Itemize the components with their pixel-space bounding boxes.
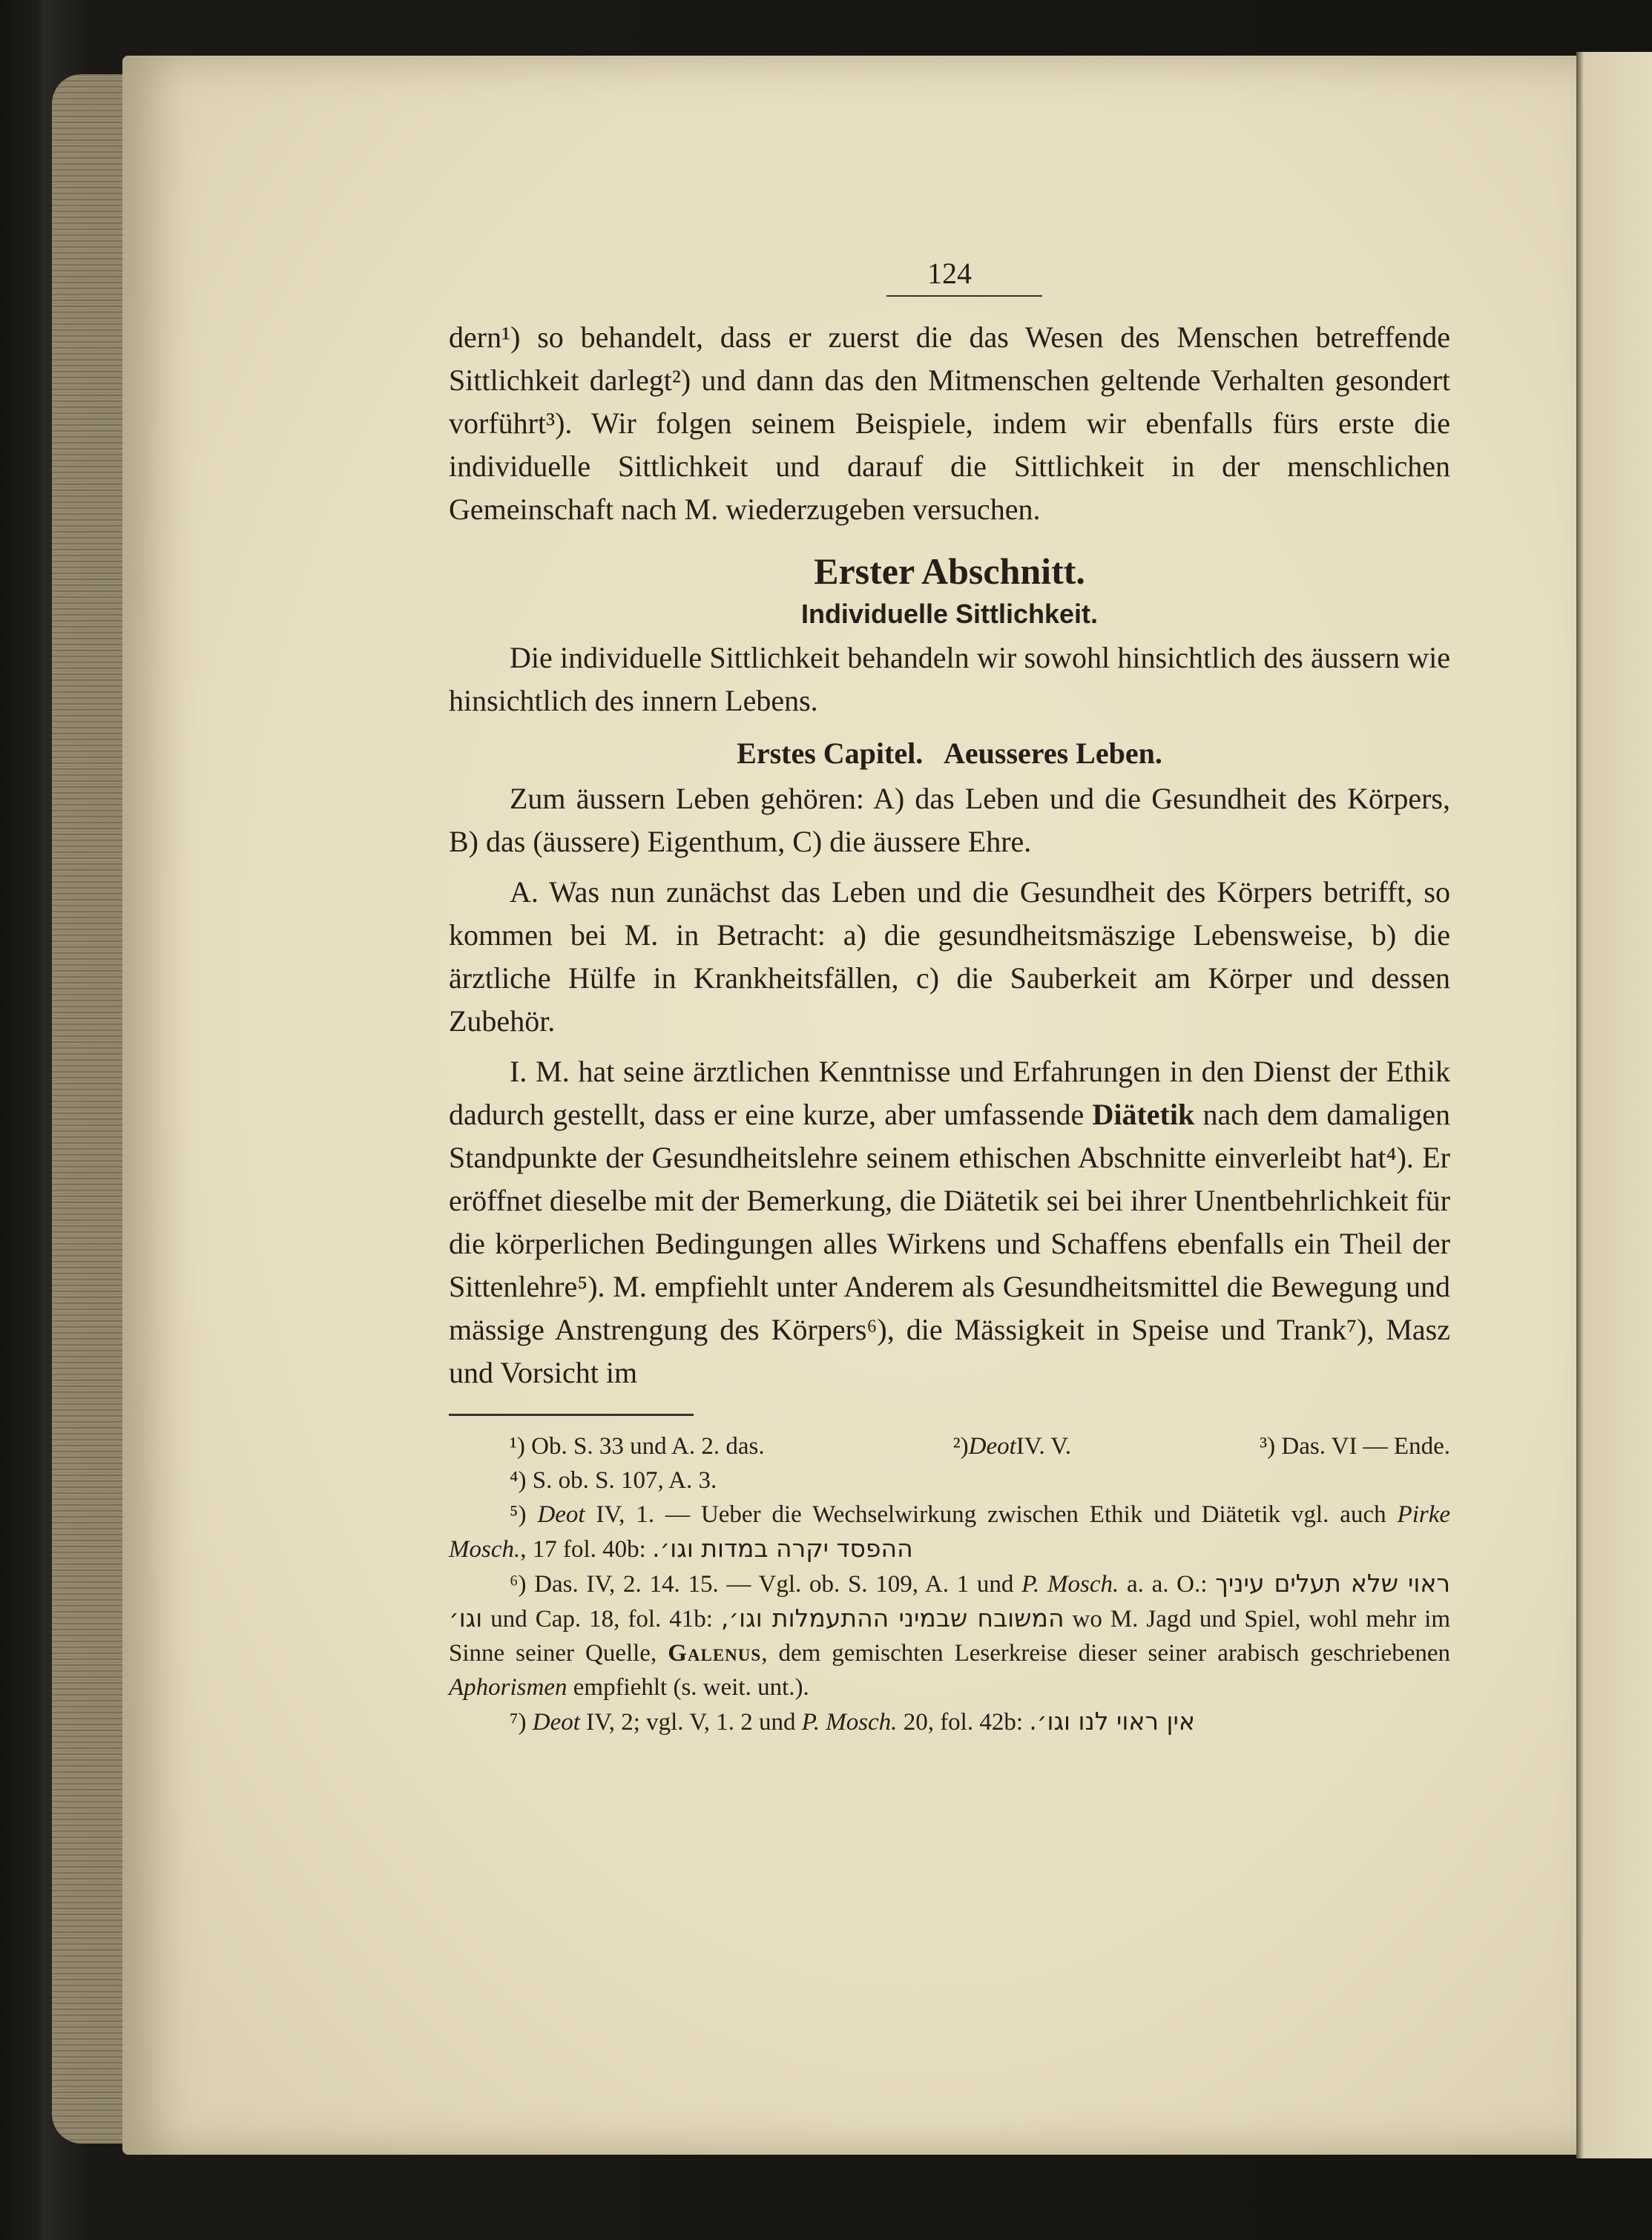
hebrew-quote: המשובח שבמיני ההתעמלות וגו׳, xyxy=(720,1604,1064,1633)
footnote-6: ⁶) Das. IV, 2. 14. 15. — Vgl. ob. S. 109, A. 1 und P. Mosch. a. a. O.: ראוי שלא תעלים עיניך וגו׳ und Cap. 18, fol. 41b: המשובח שבמיני ההתעמלות וגו׳, wo M. Jagd und Spiel, wohl mehr im Sinne seiner Quelle, Galenus, dem gemischten Leserkreise dieser seiner arabisch geschriebenen Aphorismen empfiehlt (s. weit. unt.). xyxy=(449,1569,1451,1701)
paragraph-i-before: I. M. hat seine ärztlichen Kenntnisse und Erfahrungen in den Dienst der Ethik dadurch gestellt, dass er eine kurze, aber umfassende xyxy=(449,1055,1450,1131)
footnote-5: ⁵) Deot IV, 1. — Ueber die Wechselwirkung zwischen Ethik und Diätetik vgl. auch Pirke Mosch., 17 fol. 40b: ההפסד יקרה במדות וגו׳. xyxy=(449,1501,1451,1563)
chapter-heading: Erstes Capitel. Aeusseres Leben. xyxy=(737,737,1162,770)
page-content xyxy=(449,252,1450,1739)
section-subheading: Individuelle Sittlichkeit. xyxy=(800,599,1099,629)
footnote-2: ²)DeotIV. V. xyxy=(952,1433,1072,1460)
footnote-4: ⁴) S. ob. S. 107, A. 3. xyxy=(510,1467,717,1494)
paragraph-a: A. Was nun zunächst das Leben und die Gesundheit des Körpers betrifft, so kommen bei M. in Betracht: a) die gesundheitsmäszige Lebensweise, b) die ärztliche Hülfe in Krankheitsfällen, c) die Sauberkeit am Körper und dessen Zubehör. xyxy=(449,875,1450,1038)
hebrew-quote: ההפסד יקרה במדות וגו׳. xyxy=(652,1534,913,1563)
facing-page-edge xyxy=(1576,52,1652,2158)
page-number: 124 xyxy=(927,257,972,290)
term-diaetetik: Diätetik xyxy=(1092,1098,1195,1131)
section-intro-paragraph: Die individuelle Sittlichkeit behandeln wir sowohl hinsichtlich des äussern wie hinsichtlich des innern Lebens. xyxy=(449,641,1450,717)
hebrew-quote: אין ראוי לנו וגו׳. xyxy=(1029,1707,1195,1736)
footnote-rule xyxy=(449,1414,694,1416)
paragraph-i xyxy=(449,1050,1450,1394)
footnote-7: ⁷) Deot IV, 2; vgl. V, 1. 2 und P. Mosch. 20, fol. 42b: אין ראוי לנו וגו׳. xyxy=(510,1707,1195,1736)
footnotes xyxy=(449,1429,1450,1739)
footnote-1: ¹) Ob. S. 33 und A. 2. das. xyxy=(510,1433,765,1460)
section-heading: Erster Abschnitt. xyxy=(814,550,1085,592)
page-number-rule xyxy=(886,295,1042,297)
paragraph-i-after: nach dem damaligen Standpunkte der Gesundheitslehre seinem ethischen Abschnitte einverleibt hat⁴). Er eröffnet dieselbe mit der Bemerkung, die Diätetik sei bei ihrer Unentbehrlichkeit für die körperlichen Bedingungen alles Wirkens und Schaffens ebenfalls ein Theil der Sittenlehre⁵). M. empfiehlt unter Anderem als Gesundheitsmittel die Bewegung und mässige Anstrengung des Körpers⁶), die Mässigkeit in Speise und Trank⁷), Masz und Vorsicht im xyxy=(449,1098,1450,1389)
intro-paragraph: dern¹) so behandelt, dass er zuerst die das Wesen des Menschen betreffende Sittlichkeit darlegt²) und dann das den Mitmenschen geltende Verhalten gesondert vorführt³). Wir folgen seinem Beispiele, indem wir ebenfalls fürs erste die individuelle Sittlichkeit und darauf die Sittlichkeit in der menschlichen Gemeinschaft nach M. wiederzugeben versuchen. xyxy=(449,320,1450,526)
footnote-3: ³) Das. VI — Ende. xyxy=(1260,1433,1450,1460)
paragraph-zum-aeussern: Zum äussern Leben gehören: A) das Leben und die Gesundheit des Körpers, B) das (äussere) Eigenthum, C) die äussere Ehre. xyxy=(449,782,1450,858)
hebrew-quote: ראוי שלא תעלים עיניך וגו׳ xyxy=(449,1569,1451,1633)
footnote-row-1-3 xyxy=(449,1429,1450,1463)
